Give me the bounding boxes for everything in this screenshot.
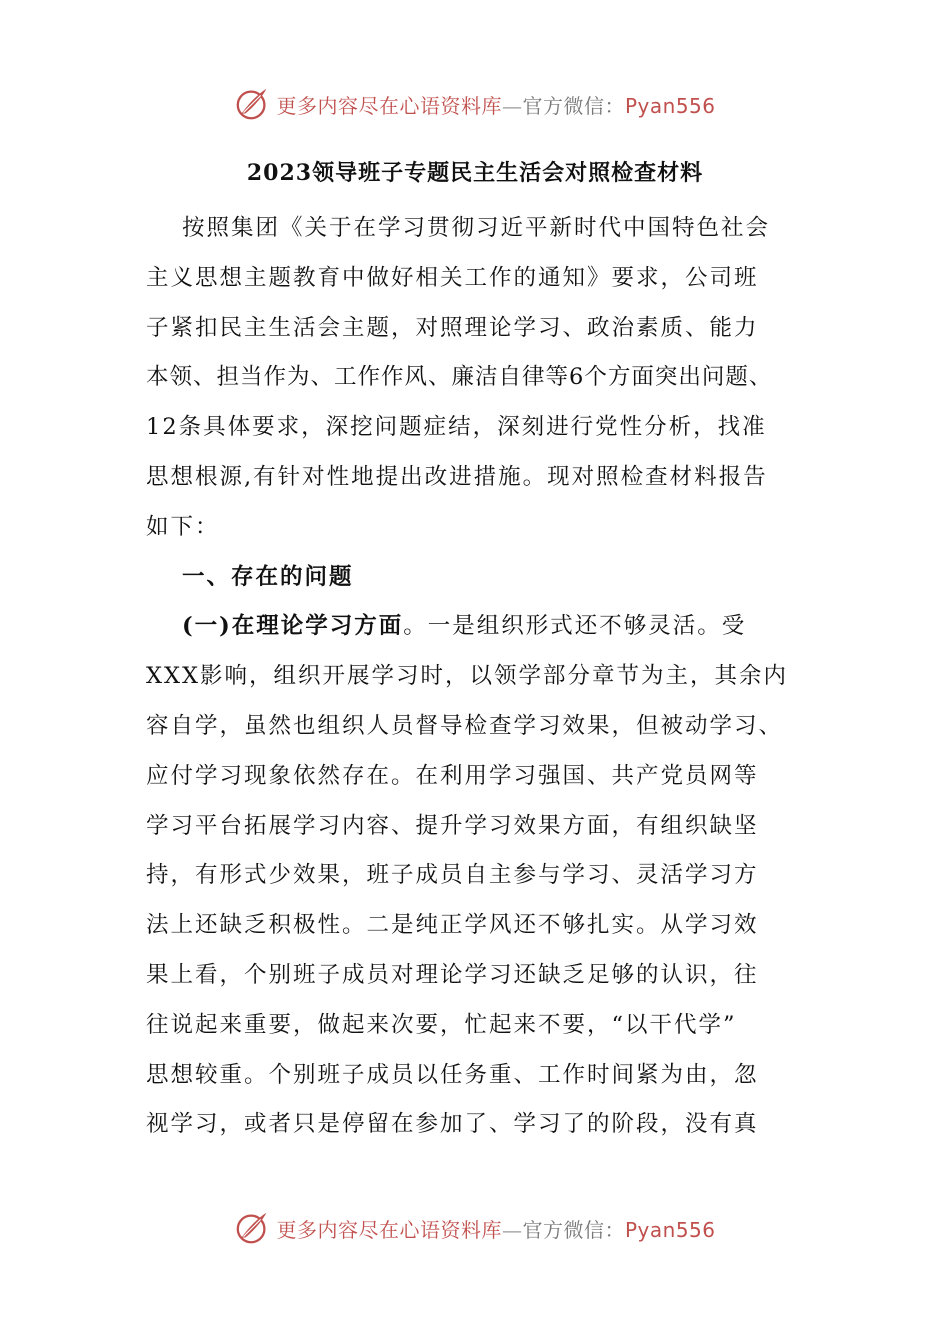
banner-text xyxy=(276,90,715,119)
intro-line: 主义思想主题教育中做好相关工作的通知》要求，公司班 xyxy=(146,264,759,291)
quill-pen-circle-logo-icon xyxy=(234,85,272,123)
quill-pen-circle-logo-icon xyxy=(234,1209,272,1247)
intro-line: 12条具体要求，深挖问题症结，深刻进行党性分析，找准 xyxy=(146,414,767,441)
body-line: 学习平台拓展学习内容、提升学习效果方面，有组织缺坚 xyxy=(146,812,759,839)
subsection-heading: (一)在理论学习方面 xyxy=(182,613,404,640)
intro-line: 按照集团《关于在学习贯彻习近平新时代中国特色社会 xyxy=(182,215,771,241)
banner-slogan: 更多内容尽在心语资料库 xyxy=(276,1217,502,1242)
intro-line: 思想根源,有针对性地提出改进措施。现对照检查材料报告 xyxy=(146,463,768,490)
banner-wechat-id: Pyan556 xyxy=(624,93,716,118)
body-line: 往说起来重要，做起来次要，忙起来不要，“以干代学” xyxy=(146,1011,737,1038)
header-banner xyxy=(0,84,950,124)
body-line: 容自学，虽然也组织人员督导检查学习效果，但被动学习、 xyxy=(146,712,784,739)
banner-separator: — xyxy=(501,93,523,118)
subsection-first-line xyxy=(146,602,836,652)
body-line: 持，有形式少效果，班子成员自主参与学习、灵活学习方 xyxy=(146,862,759,889)
intro-line: 子紧扣民主生活会主题，对照理论学习、政治素质、能力 xyxy=(146,314,759,341)
body-line: 应付学习现象依然存在。在利用学习强国、共产党员网等 xyxy=(146,762,759,789)
section-heading: 一、存在的问题 xyxy=(182,563,354,590)
subsection-first-line-text: 。一是组织形式还不够灵活。受 xyxy=(403,613,747,640)
document-body xyxy=(146,204,836,1150)
body-line: 视学习，或者只是停留在参加了、学习了的阶段，没有真 xyxy=(146,1111,759,1138)
banner-wechat-label: 官方微信： xyxy=(522,93,625,118)
body-line: XXX影响，组织开展学习时，以领学部分章节为主，其余内 xyxy=(146,663,789,690)
banner-wechat-label: 官方微信： xyxy=(522,1217,625,1242)
banner-separator: — xyxy=(501,1217,523,1242)
body-line: 法上还缺乏积极性。二是纯正学风还不够扎实。从学习效 xyxy=(146,912,759,939)
banner-slogan: 更多内容尽在心语资料库 xyxy=(276,93,502,118)
banner-wechat-id: Pyan556 xyxy=(624,1217,716,1242)
intro-line: 如下： xyxy=(146,513,220,540)
document-title: 2023领导班子专题民主生活会对照检查材料 xyxy=(246,160,704,186)
footer-banner xyxy=(0,1208,950,1248)
intro-line: 本领、担当作为、工作作风、廉洁自律等6个方面突出问题、 xyxy=(146,364,773,391)
body-line: 果上看，个别班子成员对理论学习还缺乏足够的认识，往 xyxy=(146,961,759,988)
body-line: 思想较重。个别班子成员以任务重、工作时间紧为由，忽 xyxy=(146,1061,759,1088)
banner-text xyxy=(276,1214,715,1243)
